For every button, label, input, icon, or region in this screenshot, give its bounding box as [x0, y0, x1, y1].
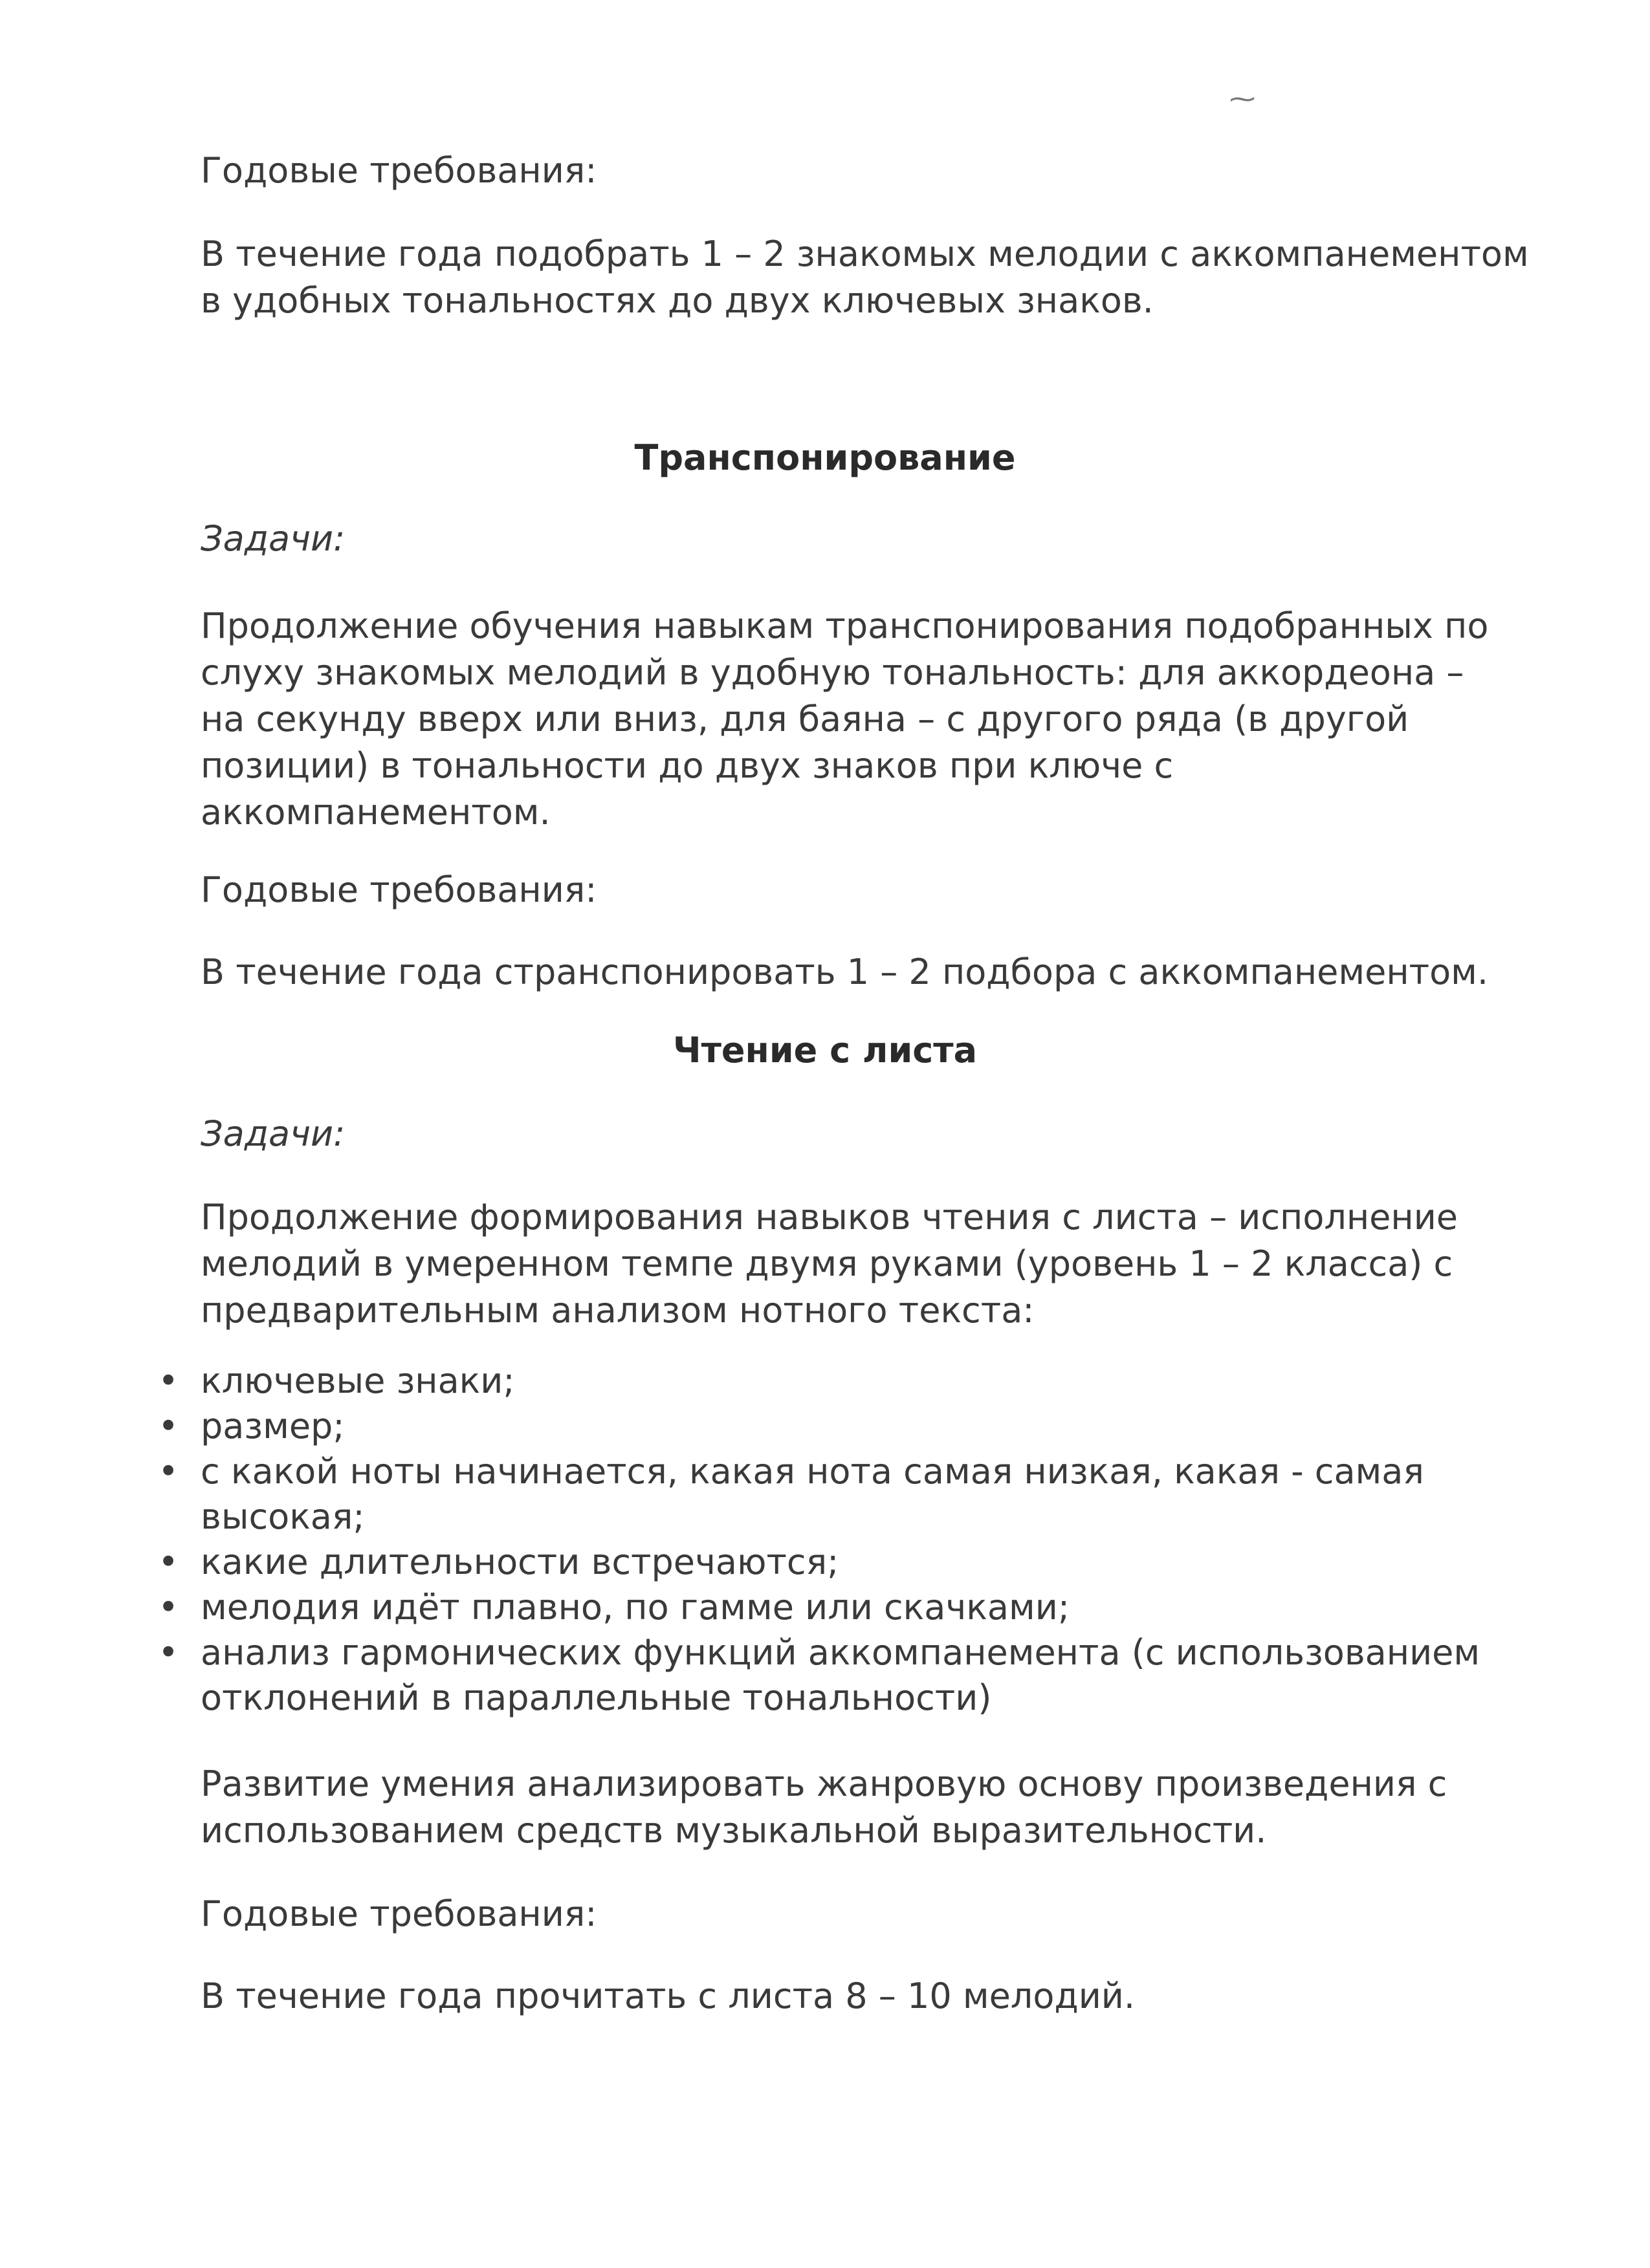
section-title-transposition: Транспонирование: [634, 437, 1016, 478]
tasks-label-sight-reading: Задачи:: [201, 1113, 346, 1154]
bullet-icon: •: [158, 1406, 179, 1446]
bullet-icon: •: [158, 1587, 179, 1628]
annual-requirements-text-3: В течение года прочитать с листа 8 – 10 мелодий.: [201, 1976, 1136, 2016]
tasks-text-sight-reading-line-2: мелодий в умеренном темпе двумя руками (уровень 1 – 2 класса) с: [201, 1243, 1453, 1284]
development-text-line-1: Развитие умения анализировать жанровую основу произведения с: [201, 1763, 1447, 1804]
tasks-label-transposition: Задачи:: [201, 518, 346, 559]
scan-speck: ⁓: [1229, 84, 1255, 114]
tasks-text-sight-reading-line-3: предварительным анализом нотного текста:: [201, 1290, 1035, 1331]
list-item: • размер;: [149, 1404, 1598, 1449]
development-text-line-2: использованием средств музыкальной выразительности.: [201, 1810, 1267, 1851]
annual-requirements-text-1-line-2: в удобных тональностях до двух ключевых знаков.: [201, 280, 1154, 321]
annual-requirements-label-1: Годовые требования:: [201, 150, 597, 191]
list-item: • какие длительности встречаются;: [149, 1540, 1598, 1585]
tasks-text-transposition-line-5: аккомпанементом.: [201, 792, 551, 833]
tasks-text-transposition-line-1: Продолжение обучения навыкам транспонирования подобранных по: [201, 605, 1489, 646]
annual-requirements-label-3: Годовые требования:: [201, 1893, 597, 1934]
analysis-checklist: [149, 1358, 1598, 1721]
annual-requirements-text-1-line-1: В течение года подобрать 1 – 2 знакомых мелодии с аккомпанементом: [201, 234, 1529, 274]
tasks-text-transposition-line-3: на секунду вверх или вниз, для баяна – с другого ряда (в другой: [201, 699, 1409, 739]
list-item: • мелодия идёт плавно, по гамме или скачками;: [149, 1585, 1598, 1630]
bullet-icon: •: [158, 1451, 179, 1492]
annual-requirements-label-2: Годовые требования:: [201, 869, 597, 910]
bullet-icon: •: [158, 1360, 179, 1401]
list-item: • ключевые знаки;: [149, 1358, 1598, 1404]
annual-requirements-text-2: В течение года странспонировать 1 – 2 подбора с аккомпанементом.: [201, 952, 1489, 992]
bullet-icon: •: [158, 1632, 179, 1673]
list-item: • анализ гармонических функций аккомпанемента (с использованием отклонений в параллельные тональности): [149, 1630, 1598, 1721]
tasks-text-transposition-line-2: слуху знакомых мелодий в удобную тональность: для аккордеона –: [201, 652, 1464, 693]
section-title-sight-reading: Чтение с листа: [672, 1030, 978, 1071]
bullet-icon: •: [158, 1542, 179, 1582]
tasks-text-sight-reading-line-1: Продолжение формирования навыков чтения с листа – исполнение: [201, 1197, 1458, 1238]
list-item: • с какой ноты начинается, какая нота самая низкая, какая - самая высокая;: [149, 1449, 1598, 1540]
tasks-text-transposition-line-4: позиции) в тональности до двух знаков при ключе с: [201, 745, 1174, 786]
